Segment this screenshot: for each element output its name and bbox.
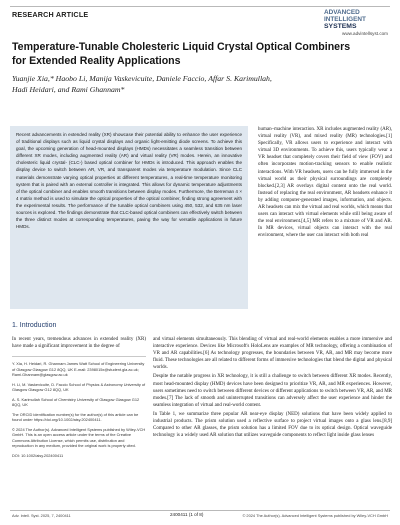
- body-paragraph-1: and virtual elements simultaneously. This blending of virtual and real-world elements enables a more immersive and interactive experience. Devices like Microsoft's HoloLens are examples of MR technology, offering a combination of VR and AR capabilities.[6] As technology progresses, the boundaries between VR, AR, and MR may become more fluid. These technologies are all related to different forms of immersive technologies that blend the digital and physical worlds.: [153, 337, 392, 371]
- orcid-note[interactable]: The ORCID identification number(s) for the author(s) of this article can be found under https://doi.org/10.1002/aisy.202400411.: [12, 411, 139, 422]
- journal-header: [0, 0, 400, 30]
- section-label: RESEARCH ARTICLE: [12, 10, 89, 19]
- authors-line-1: Yuanjie Xia,* Haobo Li, Manija Vaskevicuite, Daniele Faccio, Affar S. Karimullah,: [12, 74, 272, 83]
- affiliation-2: H. Li, M. Vaskevicuite, D. Faccio School of Physics & Astronomy University of Glasgow Glasgow G12 8QQ, UK: [12, 381, 146, 392]
- right-column-text: human–machine interaction. XR includes augmented reality (AR), virtual reality (VR), and mixed reality (MR) technologies.[1] Specifically, VR allows users to experience and interact with virtual 3D environments. To achieve this, users typically wear a VR headset that completely covers their field of view (FOV) and often incorporates motion-tracking sensors to enable realistic interactions. With VR headsets, users can be fully immersed in the virtual world as their physical surroundings are completely blocked.[2,3] AR overlays digital content onto the real world. Instead of replacing the real environment, AR headsets enhance it by adding computer-generated images, information, and objects. AR headsets can mix the virtual and real worlds, which means that users can interact with virtual elements while still being aware of the real environment.[4,5] MR refers to a mixture of VR and AR. In MR devices, virtual objects can interact with the real environment, where the user can interact with both real: [258, 127, 392, 239]
- footer-rule: [10, 510, 390, 511]
- journal-logo: [324, 9, 366, 30]
- license-note: © 2024 The Author(s). Advanced Intelligent Systems published by Wiley-VCH GmbH. This is an open access article under the terms of the Creative Commons Attribution License, which permits use, distribution and reproduction in any medium, provided the original work is properly cited.: [12, 426, 146, 448]
- body-text: [153, 336, 392, 441]
- affiliation-rule: [12, 356, 146, 357]
- affiliations-block: [12, 361, 146, 458]
- doi-label[interactable]: DOI: 10.1002/aisy.202400411: [12, 452, 64, 458]
- journal-url[interactable]: www.advintellsyst.com: [342, 31, 388, 36]
- journal-logo-line-2: INTELLIGENT: [324, 16, 366, 23]
- affiliation-1: Y. Xia, H. Heidari, R. Ghannam James Watt School of Engineering University of Glasgow Glasgow G12 8QQ, UK E-mail: 2398015x@student.gla.ac.uk; Rami.Ghannam@glasgow.ac.uk: [12, 361, 145, 377]
- article-title: Temperature-Tunable Cholesteric Liquid Crystal Optical Combiners for Extended Reality Applications: [12, 41, 351, 67]
- footer-citation: Adv. Intell. Syst. 2025, 7, 2400411: [12, 513, 71, 518]
- intro-paragraph: In recent years, tremendous advances in extended reality (XR) have made a significant improvement in the degree of: [12, 337, 146, 350]
- section-heading-introduction: 1. Introduction: [12, 322, 57, 329]
- footer-copyright: © 2024 The Author(s). Advanced Intelligent Systems published by Wiley-VCH GmbH: [242, 513, 388, 518]
- author-list: [12, 74, 352, 95]
- footer-page-number: 2400411 (1 of 8): [170, 512, 204, 517]
- affiliation-3: A. S. Karimullah School of Chemistry University of Glasgow Glasgow G12 8QQ, UK: [12, 396, 140, 407]
- authors-line-2: Hadi Heidari, and Rami Ghannam*: [12, 84, 125, 94]
- journal-logo-line-3: SYSTEMS: [324, 23, 357, 30]
- body-paragraph-3: In Table 1, we summarize three popular AR near-eye display (NED) solutions that have been widely applied to industrial products. The prism solution used a reflective surface to project virtual images onto a glass lens.[8,9] Compared to other AR glasses, the prism solution has a limited FOV due to its optical design. Optical waveguide technology is a widely used AR solution that utilizes waveguide components to reflect light inside glass lenses: [153, 411, 392, 439]
- abstract-box: Recent advancements in extended reality (XR) showcase their potential ability to enhance the user experience of traditional displays such as liquid crystal displays and organic light-emitting diode screens. To achieve this goal, the upcoming generation of head-mounted displays (HMDs) necessitates a seamless transition between different XR modes, including augmented reality (AR) and virtual reality (VR) modes. Herein, an innovative cholesteric liquid crystal- (CLC-) based optical combiner for HMDs is introduced. This approach enables the display device to switch between AR, VR, and transparent modes via temperature modulation. Since CLC materials demonstrate varying optical properties at different temperatures, a real-time temperature monitoring system that is paired with an external controller is integrated. This allows for dynamic temperature adjustments of the optical combiner and enables smooth transitions between display modes. Furthermore, the Berreman 4 × 4 matrix method is used to simulate the optical properties of the optical combiner, finding strong agreement with the experimental results. The performance of the tunable optical combiners using 450, 532, and 635 nm laser sources is explored. The findings demonstrate that CLC-based optical combiners can effectively switch between the three distinct modes at corresponding temperatures, paving the way for versatile applications in future HMDs.: [10, 126, 248, 309]
- journal-logo-line-1: ADVANCED: [324, 9, 360, 16]
- header-rule: [10, 6, 390, 7]
- body-paragraph-2: Despite the notable progress in XR technology, it is still a challenge to switch between different XR modes. Recently, most head-mounted display (HMD) devices have been designed to prioritize VR, AR, and MR experiences. However, users sometimes need to switch between different devices or different applications to switch between VR, AR, and MR modes.[7] The lack of smooth and uninterrupted transitions can adversely affect the user experience and hinder the seamless integration of virtual and real-world content.: [153, 374, 392, 408]
